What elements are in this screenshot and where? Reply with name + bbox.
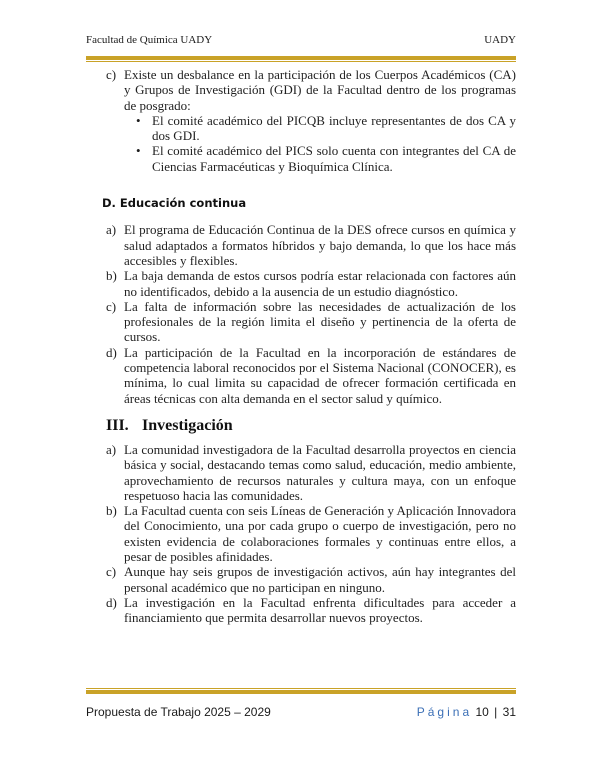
list-item — [86, 299, 516, 345]
list-item-label: a) — [106, 441, 117, 457]
list-item-label: a) — [106, 222, 117, 238]
section-heading-iii — [106, 418, 516, 438]
bullet-text: El comité académico del PICS solo cuenta con integrantes del CA de Ciencias Farmacéuticas y Bioquímica Clínica. — [152, 143, 516, 174]
list-item — [86, 67, 516, 113]
section-heading-d: D. Educación continua — [102, 196, 247, 211]
bullet-item — [86, 143, 516, 174]
list-item-text: El programa de Educación Continua de la DES ofrece cursos en química y salud adaptados a formatos híbridos y bajo demanda, lo que los hace más accesibles y flexibles. — [124, 222, 516, 268]
list-item — [86, 442, 516, 503]
bullet-icon: • — [136, 112, 141, 128]
page-number: 10 — [475, 705, 489, 719]
list-item-text: La falta de información sobre las necesidades de actualización de los profesionales de la región limita el diseño y pertinencia de la oferta de cursos. — [124, 298, 516, 345]
list-item — [86, 564, 516, 595]
section-number: III. — [106, 416, 129, 434]
list-item-label: b) — [106, 268, 117, 284]
total-pages: 31 — [502, 705, 516, 719]
list-item-text: La Facultad cuenta con seis Líneas de Generación y Aplicación Innovadora del Conocimiento, una por cada grupo o cuerpo de investigación, pero no existen evidencia de colaboraciones formales y continuas entre ellos, a pesar de posibles afinidades. — [124, 503, 517, 565]
page-footer — [86, 705, 516, 721]
list-item — [86, 595, 516, 626]
bullet-text: El comité académico del PICQB incluye representantes de dos CA y dos GDI. — [152, 112, 516, 144]
list-item — [86, 345, 516, 406]
footer-left-text: Propuesta de Trabajo 2025 – 2029 — [86, 705, 271, 719]
list-item-label: d) — [106, 594, 117, 610]
list-item — [86, 268, 516, 299]
list-item-text: Aunque hay seis grupos de investigación activos, aún hay integrantes del personal académico que no participan en ninguno. — [124, 564, 516, 595]
header-rule-thin — [86, 61, 516, 62]
list-item-text: La participación de la Facultad en la incorporación de estándares de competencia laboral reconocidos por el Sistema Nacional (CONOCER), es mínima, lo cual limita su capacidad de ofrecer formación certificada en áreas técnicas con alta demanda en el sector salud y químico. — [124, 344, 516, 406]
page-content — [86, 67, 516, 626]
header-left-text: Facultad de Química UADY — [86, 34, 213, 46]
page-word: Página — [416, 705, 473, 719]
list-item — [86, 222, 516, 268]
section-title: Investigación — [142, 416, 233, 434]
list-item-label: d) — [106, 344, 117, 360]
footer-rule-thin — [86, 688, 516, 689]
page-indicator — [417, 705, 516, 719]
list-item — [86, 503, 516, 564]
list-item-label: c) — [106, 298, 117, 314]
list-item-label: c) — [106, 564, 117, 580]
bullet-icon: • — [136, 143, 141, 159]
list-item-text: La comunidad investigadora de la Facultad desarrolla proyectos en ciencia básica y social, destacando temas como salud, educación, medio ambiente, aprovechamiento de recursos naturales y cultura maya, con un enfoque respetuoso hacia las comunidades. — [124, 441, 516, 503]
header-right-text: UADY — [484, 34, 516, 46]
header-rule — [86, 56, 516, 60]
footer-rule — [86, 690, 516, 694]
list-item-label: b) — [106, 503, 117, 519]
list-item-text: Existe un desbalance en la participación de los Cuerpos Académicos (CA) y Grupos de Investigación (GDI) de la Facultad dentro de los programas de posgrado: — [124, 67, 516, 113]
list-item-text: La baja demanda de estos cursos podría estar relacionada con factores aún no identificados, debido a la ausencia de un estudio diagnóstico. — [124, 268, 516, 299]
list-item-text: La investigación en la Facultad enfrenta dificultades para acceder a financiamiento que permita desarrollar nuevos proyectos. — [124, 594, 516, 626]
page-separator: | — [494, 705, 498, 719]
page-header — [86, 34, 516, 50]
bullet-item — [86, 113, 516, 144]
list-item-label: c) — [106, 67, 117, 82]
